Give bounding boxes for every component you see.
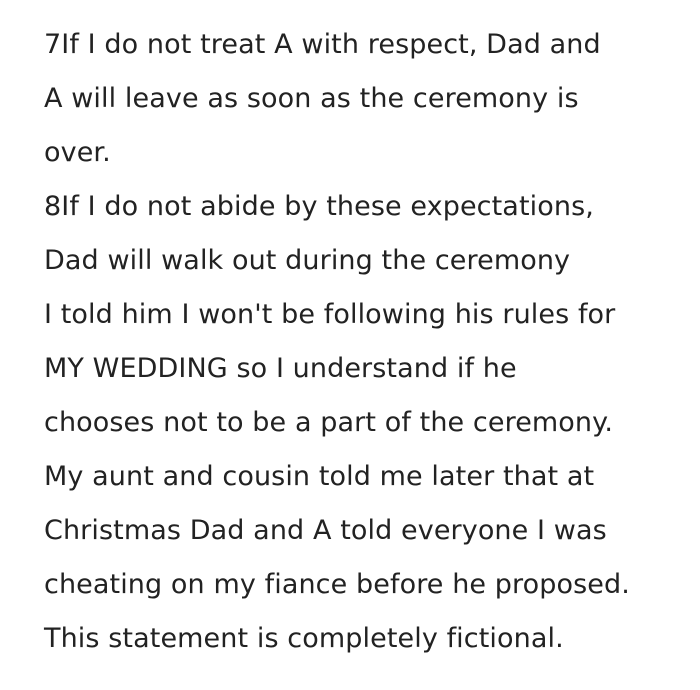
text-line: My aunt and cousin told me later that at: [44, 461, 595, 492]
text-line: I told him I won't be following his rules for: [44, 299, 616, 330]
text-line: 7If I do not treat A with respect, Dad and: [44, 29, 601, 60]
text-line: A will leave as soon as the ceremony is: [44, 83, 579, 114]
text-line: cheating on my fiance before he proposed.: [44, 569, 630, 600]
text-line: Dad will walk out during the ceremony: [44, 245, 571, 276]
post-text-body: [44, 18, 684, 666]
text-line: 8If I do not abide by these expectations,: [44, 191, 594, 222]
text-line: chooses not to be a part of the ceremony.: [44, 407, 614, 438]
text-line: This statement is completely fictional.: [44, 623, 564, 654]
text-line: Christmas Dad and A told everyone I was: [44, 515, 607, 546]
text-line: MY WEDDING so I understand if he: [44, 353, 517, 384]
text-line: over.: [44, 137, 111, 168]
